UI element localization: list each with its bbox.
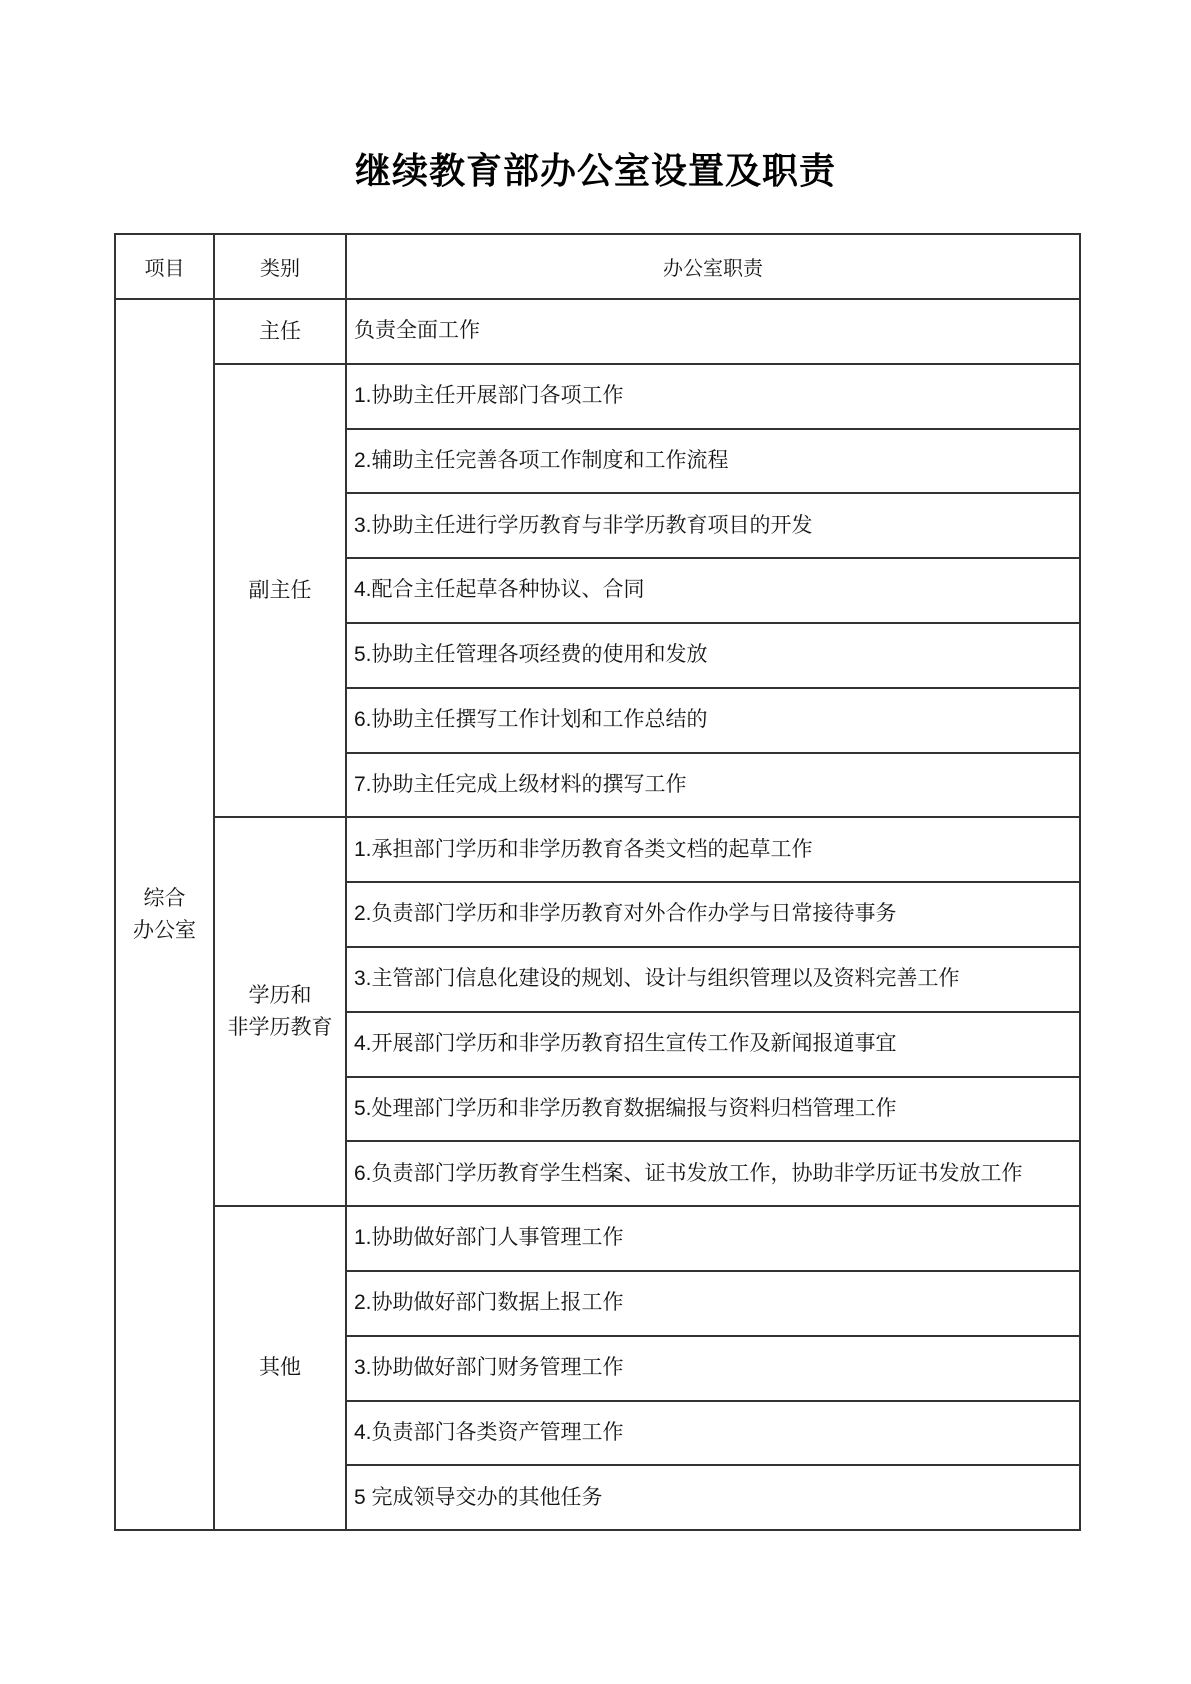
duty-cell: 6.负责部门学历教育学生档案、证书发放工作，协助非学历证书发放工作 <box>346 1141 1080 1206</box>
category-cell-0: 主任 <box>214 299 346 364</box>
duty-cell: 4.配合主任起草各种协议、合同 <box>346 558 1080 623</box>
duty-cell: 7.协助主任完成上级材料的撰写工作 <box>346 753 1080 818</box>
duty-cell: 1.协助主任开展部门各项工作 <box>346 364 1080 429</box>
duties-table <box>114 233 1081 1531</box>
table-row <box>115 1206 1080 1271</box>
duty-cell: 4.开展部门学历和非学历教育招生宣传工作及新闻报道事宜 <box>346 1012 1080 1077</box>
duty-cell: 1.承担部门学历和非学历教育各类文档的起草工作 <box>346 817 1080 882</box>
header-project: 项目 <box>115 234 214 299</box>
category-cell-3: 其他 <box>214 1206 346 1530</box>
category-cell-1: 副主任 <box>214 364 346 818</box>
duty-cell: 1.协助做好部门人事管理工作 <box>346 1206 1080 1271</box>
category-cell-2: 学历和 非学历教育 <box>214 817 346 1206</box>
table-header-row <box>115 234 1080 299</box>
duty-cell: 2.负责部门学历和非学历教育对外合作办学与日常接待事务 <box>346 882 1080 947</box>
duty-cell: 负责全面工作 <box>346 299 1080 364</box>
page-title: 继续教育部办公室设置及职责 <box>354 150 836 192</box>
table-row <box>115 364 1080 429</box>
duty-cell: 3.协助做好部门财务管理工作 <box>346 1336 1080 1401</box>
table-row <box>115 817 1080 882</box>
duty-cell: 3.主管部门信息化建设的规划、设计与组织管理以及资料完善工作 <box>346 947 1080 1012</box>
duty-cell: 6.协助主任撰写工作计划和工作总结的 <box>346 688 1080 753</box>
duty-cell: 2.协助做好部门数据上报工作 <box>346 1271 1080 1336</box>
duty-cell: 5.协助主任管理各项经费的使用和发放 <box>346 623 1080 688</box>
duty-cell: 4.负责部门各类资产管理工作 <box>346 1401 1080 1466</box>
duty-cell: 5.处理部门学历和非学历教育数据编报与资料归档管理工作 <box>346 1077 1080 1142</box>
duty-cell: 2.辅助主任完善各项工作制度和工作流程 <box>346 429 1080 494</box>
table-row <box>115 299 1080 364</box>
header-duty: 办公室职责 <box>346 234 1080 299</box>
header-category: 类别 <box>214 234 346 299</box>
duty-cell: 3.协助主任进行学历教育与非学历教育项目的开发 <box>346 493 1080 558</box>
project-cell: 综合 办公室 <box>115 299 214 1530</box>
duty-cell: 5 完成领导交办的其他任务 <box>346 1465 1080 1530</box>
table-body <box>115 299 1080 1530</box>
